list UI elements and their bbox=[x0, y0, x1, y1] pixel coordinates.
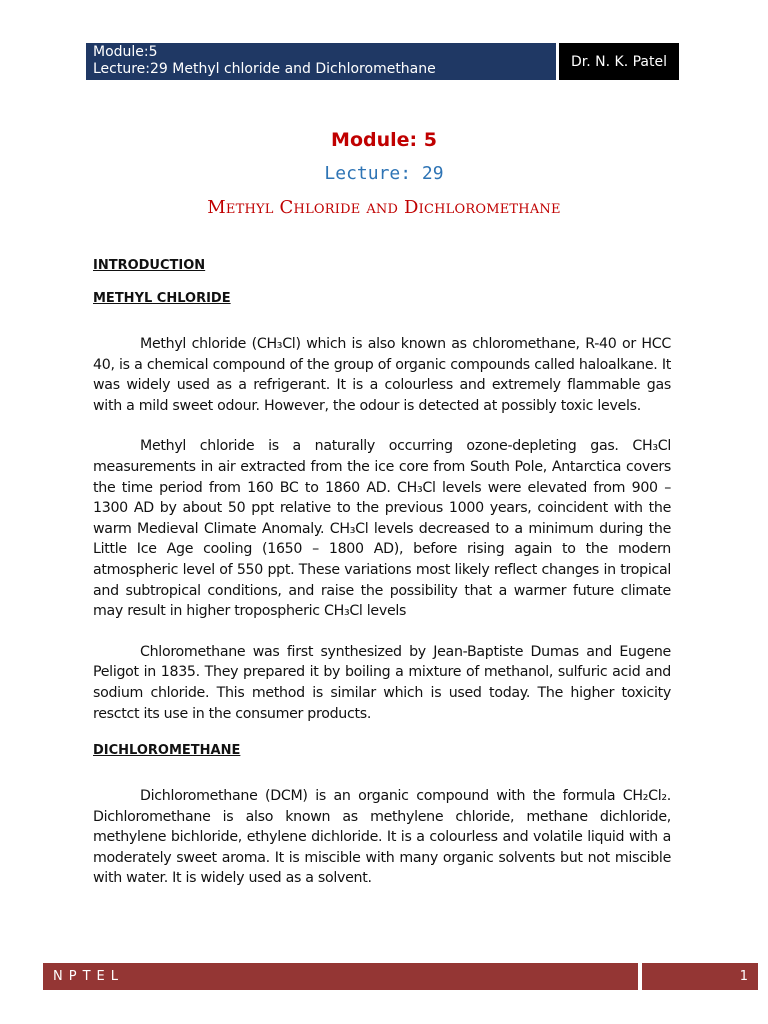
footer-label: NPTEL bbox=[43, 963, 638, 990]
paragraph-methyl-chloride-ozone: Methyl chloride is a naturally occurring ozone-depleting gas. CH₃Cl measurements in air extracted from the ice core from South Pole, Antarctica covers the time period from 160 BC to 1860 AD. CH₃Cl levels were elevated from 900 – 1300 AD by about 50 ppt relative to the previous 1000 years, coincident with the warm Medieval Climate Anomaly. CH₃Cl levels decreased to a minimum during the Little Ice Age cooling (1650 – 1800 AD), before rising again to the modern atmospheric level of 550 ppt. These variations most likely reflect changes in tropical and subtropical conditions, and raise the possibility that a warmer future climate may result in higher tropospheric CH₃Cl levels bbox=[93, 438, 671, 620]
page-header bbox=[86, 43, 679, 80]
heading-introduction: INTRODUCTION bbox=[93, 258, 206, 273]
paragraph-methyl-chloride-history: Chloromethane was first synthesized by Jean-Baptiste Dumas and Eugene Peligot in 1835. They prepared it by boiling a mixture of methanol, sulfuric acid and sodium chloride. This method is similar which is used today. The higher toxicity resctct its use in the consumer products. bbox=[93, 643, 671, 722]
header-lecture: Lecture:29 Methyl chloride and Dichloromethane bbox=[93, 61, 436, 77]
header-course-info bbox=[86, 43, 556, 80]
header-author: Dr. N. K. Patel bbox=[559, 43, 679, 80]
heading-methyl-chloride: METHYL CHLORIDE bbox=[93, 291, 231, 306]
heading-dichloromethane: DICHLOROMETHANE bbox=[93, 743, 241, 759]
paragraph-methyl-chloride-intro: Methyl chloride (CH₃Cl) which is also known as chloromethane, R-40 or HCC 40, is a chemical compound of the group of organic compounds called haloalkane. It was widely used as a refrigerant. It is a colourless and extremely flammable gas with a mild sweet odour. However, the odour is detected at possibly toxic levels. bbox=[93, 336, 671, 414]
paragraph-dichloromethane: Dichloromethane (DCM) is an organic compound with the formula CH₂Cl₂. Dichloromethane is also known as methylene chloride, methane dichloride, methylene bichloride, ethylene dichloride. It is a colourless and volatile liquid with a moderately sweet aroma. It is miscible with many organic solvents but not miscible with water. It is widely used as a solvent. bbox=[93, 788, 671, 887]
lecture-title: Lecture: 29 bbox=[324, 163, 444, 184]
page-number: 1 bbox=[642, 963, 758, 990]
header-module: Module:5 bbox=[93, 44, 158, 60]
module-title: Module: 5 bbox=[331, 129, 437, 151]
document-title: Methyl Chloride and Dichloromethane bbox=[207, 197, 561, 218]
page-footer bbox=[43, 963, 758, 990]
title-block bbox=[0, 125, 768, 222]
document-body bbox=[93, 258, 671, 889]
